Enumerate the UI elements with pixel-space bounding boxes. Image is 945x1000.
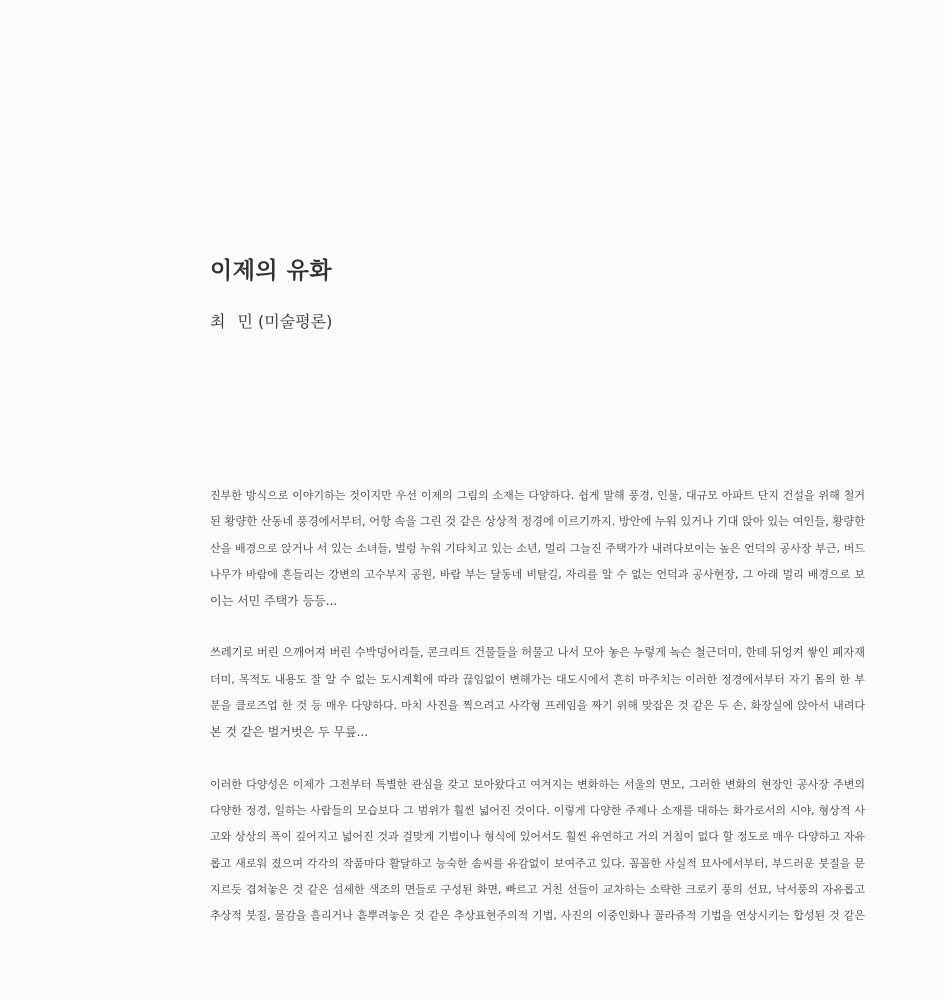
text-line: 고와 상상의 폭이 깊어지고 넓어진 것과 걸맞게 기법이나 형식에 있어서도 훨씬 유연하고 거의 거침이 없다 할 정도로 매우 다양하고 자유 <box>210 830 865 844</box>
paragraph-1 <box>210 483 865 614</box>
text-line: 산을 배경으로 앉거나 서 있는 소녀들, 벌렁 누워 기타치고 있는 소년, 멀리 그늘진 주택가가 내려다보이는 높은 언덕의 공사장 부근, 버드 <box>210 541 865 555</box>
text-line: 된 황량한 산동네 풍경에서부터, 어항 속을 그린 것 같은 상상적 정경에 이르기까지. 방안에 누워 있거나 기대 앉아 있는 여인들, 황량한 <box>210 515 865 529</box>
text-line: 롭고 새로워 졌으며 각각의 작품마다 활달하고 능숙한 솜씨를 유감없이 보여주고 있다. 꼼꼼한 사실적 묘사에서부터, 부드러운 붓질을 문 <box>210 856 865 870</box>
text-line: 진부한 방식으로 이야기하는 것이지만 우선 이제의 그림의 소재는 다양하다. 쉽게 말해 풍경, 인물, 대규모 아파트 단지 건설을 위해 철거 <box>210 489 865 502</box>
text-line: 이러한 다양성은 이제가 그전부터 특별한 관심을 갖고 보아왔다고 여겨지는 변화하는 서울의 면모, 그러한 변화의 현장인 공사장 주변의 <box>210 777 865 791</box>
text-line: 쓰레기로 버린 으깨어져 버린 수박덩어리들, 콘크리트 건물들을 허물고 나서 모아 놓은 누렇게 녹슨 철근더미, 한데 뒤엉켜 쌓인 폐자재 <box>210 646 865 660</box>
paragraph-2 <box>210 640 865 745</box>
author-name-first: 최 <box>210 312 226 331</box>
article-body <box>210 483 865 955</box>
article-title: 이제의 유화 <box>210 258 333 284</box>
text-line: 이는 서민 주택가 등등... <box>210 594 338 609</box>
author-role: (미술평론) <box>258 312 333 331</box>
text-line: 나무가 바람에 흔들리는 강변의 고수부지 공원, 바람 부는 달동네 비탈길, 자리를 알 수 없는 언덕과 공사현장, 그 아래 멀리 배경으로 보 <box>210 567 865 581</box>
text-line: 추상적 붓질, 물감을 흘리거나 흩뿌려놓은 것 같은 추상표현주의적 기법, 사진의 이중인화나 꼴라쥬적 기법을 연상시키는 합성된 것 같은 <box>210 909 865 923</box>
text-line: 더미, 목적도 내용도 잘 알 수 없는 도시계획에 따라 끊임없이 변해가는 대도시에서 흔히 마주치는 이러한 정경에서부터 자기 몸의 한 부 <box>210 672 865 686</box>
article-author <box>210 309 332 332</box>
author-name-second: 민 <box>237 312 253 331</box>
text-line: 지르듯 겹쳐놓은 것 같은 섬세한 색조의 면들로 구성된 화면, 빠르고 거친 선들이 교차하는 소략한 크로키 풍의 선묘, 낙서풍의 자유롭고 <box>210 882 865 896</box>
text-line: 다양한 정경, 일하는 사람들의 모습보다 그 범위가 훨씬 넓어진 것이다. 이렇게 다양한 주제나 소재를 대하는 화가로서의 시야, 형상적 사 <box>210 803 865 817</box>
text-line: 본 것 같은 벌거벗은 두 무릎... <box>210 725 369 740</box>
paragraph-3 <box>210 772 865 930</box>
text-line: 분을 클로즈업 한 것 등 매우 다양하다. 마치 사진을 찍으려고 사각형 프레임을 짜기 위해 맞잡은 것 같은 두 손, 화장실에 앉아서 내려다 <box>210 699 865 713</box>
